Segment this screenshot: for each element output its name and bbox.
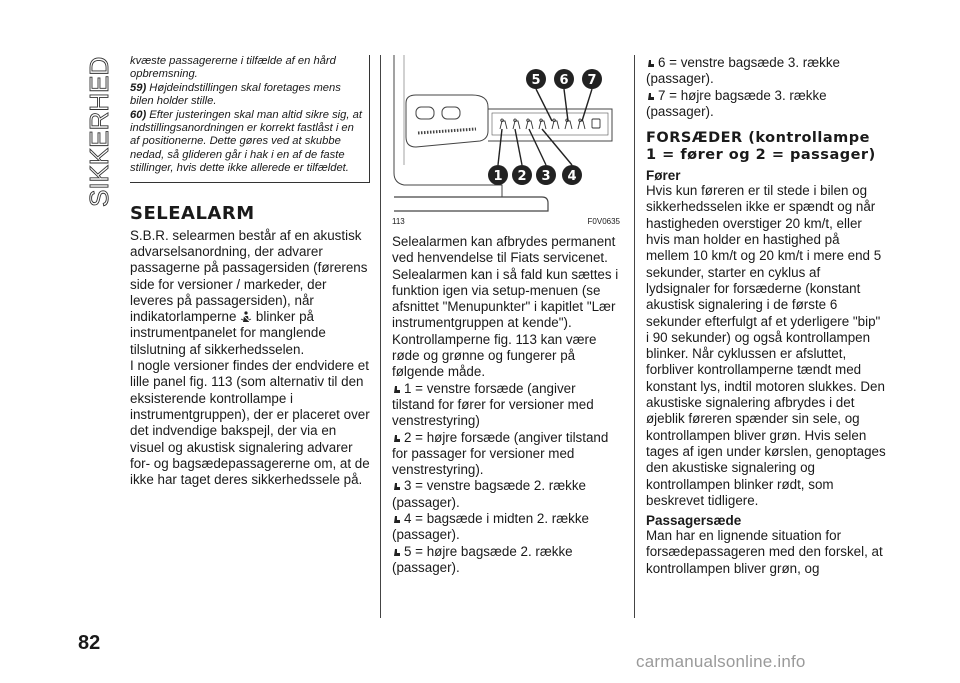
callout-1-label: 1: [493, 169, 503, 184]
seat-list: [646, 55, 886, 120]
column-middle: [392, 55, 620, 576]
paragraph: [130, 228, 370, 358]
chapter-side-title: [78, 55, 118, 215]
column-divider: [380, 55, 381, 618]
seat-list-text: 4 = bagsæde i midten 2. række (passager).: [392, 511, 589, 543]
seatbelt-warning-icon: [240, 311, 252, 323]
seat-list-item: [646, 55, 886, 88]
callout-7-label: 7: [587, 73, 597, 88]
seat-list: [392, 381, 620, 577]
seat-icon: [392, 382, 402, 391]
figure-caption: [392, 217, 620, 226]
callout-2-label: 2: [517, 169, 527, 184]
seat-list-item: [392, 430, 620, 479]
column-left: [130, 55, 370, 488]
seat-list-item: [646, 88, 886, 121]
seat-icon: [392, 545, 402, 554]
seat-list-item: [392, 544, 620, 577]
paragraph: Selealarmen kan i så fald kun sættes i funktion igen via setup-menuen (se afsnittet "Menupunkter" i kapitlet "Lær instrumentgruppen at kende").: [392, 266, 619, 331]
page-number: 82: [78, 632, 101, 654]
note-59-number: 59): [130, 81, 147, 94]
callout-5-label: 5: [531, 73, 541, 88]
seat-icon: [392, 512, 402, 521]
note-59-text: Højdeindstillingen skal foretages mens bilen holder stille.: [130, 81, 341, 108]
paragraph-text: blinker på instrumentpanelet for manglende tilslutning af sikkerhedsselen.: [130, 309, 326, 357]
section-heading: FORSÆDER (kontrollampe 1 = fører og 2 = passager): [646, 130, 876, 164]
seat-list-text: 2 = højre forsæde (angiver tilstand for passager for versioner med venstrestyring).: [392, 429, 609, 478]
column-divider: [634, 55, 635, 618]
column-right: [646, 55, 886, 577]
subheading-passenger: Passagersæde: [646, 513, 742, 529]
subheading-driver: Fører: [646, 168, 681, 184]
seat-list-item: [392, 511, 620, 544]
paragraph-text: S.B.R. selearmen består af en akustisk advarselsanordning, der advarer passagerne på passagersiden (førerens side for versioner / markeder, der leveres på passagersiden), når indikatorlamperne: [130, 227, 368, 325]
note-60-text: Efter justeringen skal man altid sikre sig, at indstillingsanordningen er korrekt fastlåst i en af positionerne. Dette gøres ved at skubbe nedad, så glideren går i hak i en af de faste stillinger, hvis dette ikke allerede er tilfældet.: [130, 108, 362, 175]
paragraph: Kontrollamperne fig. 113 kan være røde og grønne og fungerer på følgende måde.: [392, 331, 597, 380]
seat-list-text: 1 = venstre forsæde (angiver tilstand for fører for versioner med venstrestyring): [392, 380, 594, 429]
figure-code: F0V0635: [587, 217, 620, 226]
seat-icon: [646, 89, 656, 98]
seat-list-item: [392, 478, 620, 511]
callout-4-label: 4: [567, 169, 577, 184]
paragraph: Selealarmen kan afbrydes permanent ved henvendelse til Fiats servicenet.: [392, 234, 616, 266]
note-60-number: 60): [130, 108, 147, 121]
figure-113: [392, 55, 620, 213]
section-title: SELEALARM: [130, 202, 255, 224]
seat-icon: [392, 431, 402, 440]
paragraph: Hvis kun føreren er til stede i bilen og sikkerhedsselen ikke er spændt og når hastigheden overstiger 20 km/t, eller hvis man holder en hastighed på mellem 10 km/t og 20 km/t i mere end 5 sekunder, starter en cyklus af lydsignaler for forsæderne (konstant akustisk signalering i de første 6 sekunder efterfulgt af et yderligere "bip" i 90 sekunder) og også kontrollampen blinker. Når cyklussen er afsluttet, forbliver kontrollamperne tændt med konstant lys, indtil motoren slukkes. Den akustiske signalering afbrydes i det øjeblik føreren spænder sin sele, og kontrollampen bliver grøn. Hvis selen tages af igen under kørslen, genoptages den akustiske signalering og kontrollampen blinker rødt, som beskrevet tidligere.: [646, 183, 886, 508]
note-60: [130, 109, 363, 176]
warning-box: [130, 55, 370, 183]
seat-list-text: 3 = venstre bagsæde 2. række (passager).: [392, 478, 586, 510]
seat-list-text: 6 = venstre bagsæde 3. række (passager).: [646, 55, 840, 87]
callout-6-label: 6: [559, 73, 569, 88]
paragraph: Man har en lignende situation for forsædepassageren med den forskel, at kontrollampen bliver grøn, og: [646, 528, 883, 576]
note-59: [130, 82, 363, 109]
figure-number: 113: [392, 217, 405, 226]
watermark: carmanualsonline.info: [636, 652, 806, 671]
paragraph: I nogle versioner findes der endvidere et lille panel fig. 113 (som alternativ til den eksisterende kontrollampe i instrumentgruppen), der er placeret over det indvendige bakspejl, der via en visuel og akustisk signalering advarer for- og bagsædepassagererne om, at de ikke har taget deres sikkerhedssele på.: [130, 358, 370, 488]
callout-3-label: 3: [541, 169, 551, 184]
warning-intro: kvæste passagererne i tilfælde af en hård opbremsning.: [130, 55, 336, 81]
seat-list-text: 5 = højre bagsæde 2. række (passager).: [392, 543, 573, 575]
seat-list-item: [392, 381, 620, 430]
seat-list-text: 7 = højre bagsæde 3. række (passager).: [646, 87, 827, 119]
seat-icon: [646, 56, 656, 65]
seatbelt-panel-illustration: [392, 55, 620, 213]
side-title-text: SIKKERHED: [84, 56, 114, 207]
seat-icon: [392, 479, 402, 488]
